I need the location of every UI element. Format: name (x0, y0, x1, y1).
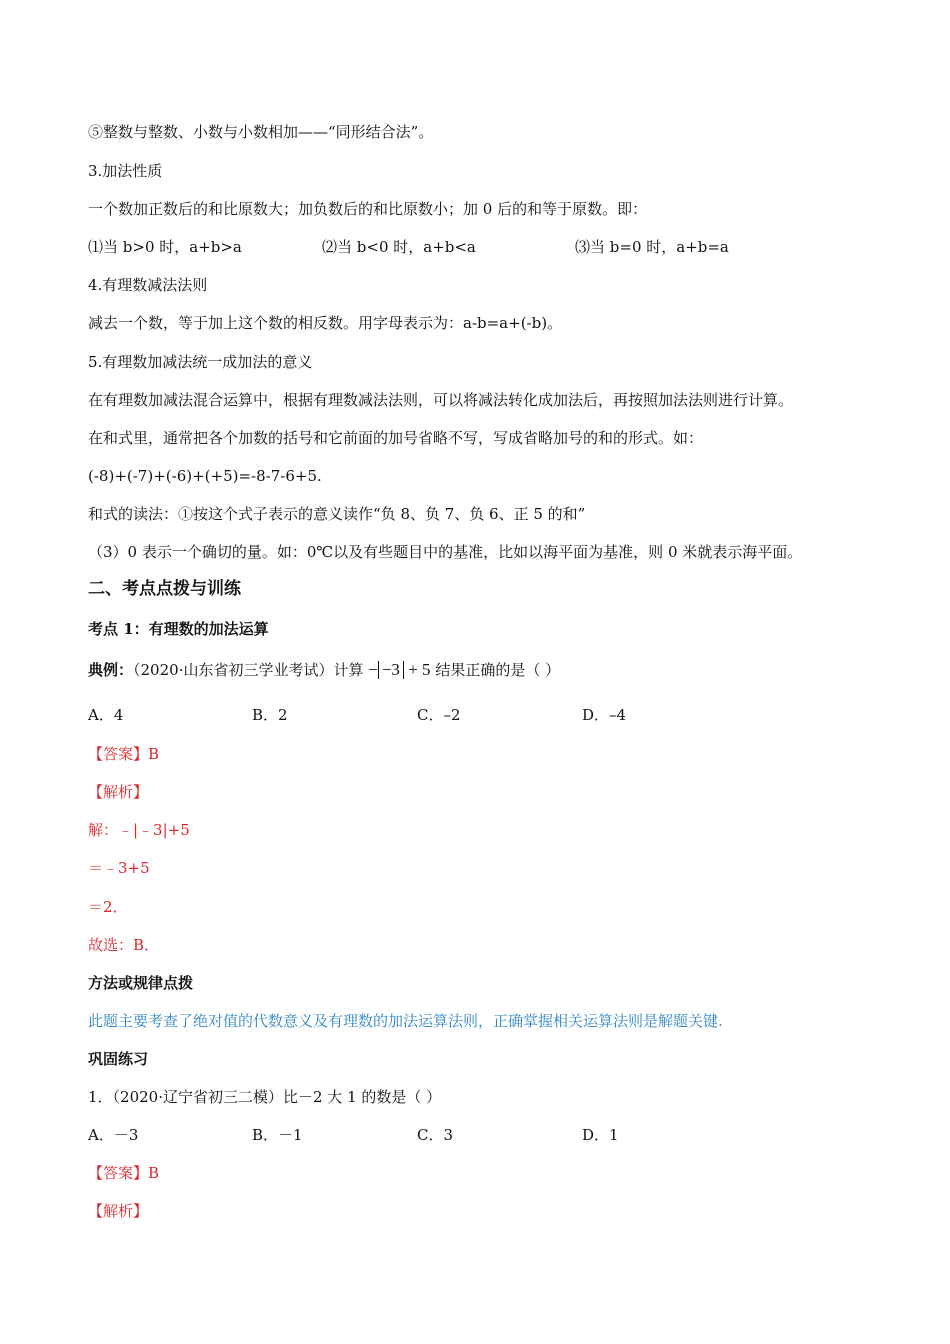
example-step-4: 故选：B． (88, 936, 160, 954)
example-suffix: 结果正确的是（ ） (435, 661, 561, 679)
example-option-a: A．4 (88, 706, 124, 724)
example-source: （2020·山东省初三学业考试）计算 (133, 661, 364, 679)
q1-answer: 【答案】B (88, 1164, 160, 1182)
practice-title: 巩固练习 (88, 1050, 149, 1068)
expr-minus: − (368, 660, 378, 679)
q1-option-b: B．－1 (252, 1126, 303, 1144)
text-line-12: （3）0 表示一个确切的量。如：0℃以及有些题目中的基准，比如以海平面为基准，则 0 米就表示海平面。 (88, 543, 803, 561)
example-expression (368, 660, 430, 679)
practice-q1-stem: 1．（2020·辽宁省初三二模）比－2 大 1 的数是（ ） (88, 1088, 442, 1106)
text-line-11: 和式的读法：①按这个式子表示的意义读作“负 8、负 7、负 6、正 5 的和” (88, 505, 586, 523)
q1-option-c: C．3 (417, 1126, 454, 1144)
kaodian-title: 考点 1：有理数的加法运算 (88, 620, 269, 638)
example-step-3: ＝2． (88, 898, 128, 916)
text-line-3: 一个数加正数后的和比原数大；加负数后的和比原数小；加 0 后的和等于原数。即： (88, 200, 648, 218)
example-analysis-label: 【解析】 (88, 783, 149, 801)
heading-addition-properties: 3.加法性质 (88, 162, 163, 180)
q1-option-d: D．1 (582, 1126, 619, 1144)
text-line-9: 在和式里，通常把各个加数的括号和它前面的加号省略不写，写成省略加号的和的形式。如： (88, 429, 704, 447)
text-line-1: ⑤整数与整数、小数与小数相加——“同形结合法”。 (88, 123, 434, 141)
example-option-d: D．–4 (582, 706, 627, 724)
example-question (88, 660, 560, 680)
q1-option-a: A．－3 (88, 1126, 139, 1144)
heading-unified-addition: 5.有理数加减法统一成加法的意义 (88, 353, 313, 371)
q1-analysis-label: 【解析】 (88, 1202, 149, 1220)
case-b-zero: ⑶当 b=0 时，a+b=a (575, 238, 729, 256)
section-title: 二、考点点拨与训练 (88, 579, 241, 599)
case-b-negative: ⑵当 b<0 时，a+b<a (322, 238, 476, 256)
method-title: 方法或规律点拨 (88, 974, 194, 992)
example-label: 典例： (88, 661, 134, 679)
text-line-10: (-8)+(-7)+(-6)+(+5)=-8-7-6+5. (88, 467, 322, 485)
example-option-b: B．2 (252, 706, 288, 724)
example-option-c: C．–2 (417, 706, 461, 724)
heading-subtraction-rule: 4.有理数减法法则 (88, 276, 208, 294)
text-line-6: 减去一个数，等于加上这个数的相反数。用字母表示为：a-b=a+(-b)。 (88, 314, 563, 332)
example-answer: 【答案】B (88, 745, 160, 763)
example-step-1: 解：﹣|﹣3|+5 (88, 821, 190, 839)
expr-plus: + 5 (408, 660, 431, 679)
text-line-8: 在有理数加减法混合运算中，根据有理数减法法则，可以将减法转化成加法后，再按照加法法则进行计算。 (88, 391, 794, 409)
example-step-2: ＝﹣3+5 (88, 859, 150, 877)
case-b-positive: ⑴当 b>0 时，a+b>a (88, 238, 242, 256)
abs-value: −3 (378, 661, 404, 679)
method-text: 此题主要考查了绝对值的代数意义及有理数的加法运算法则，正确掌握相关运算法则是解题关键. (88, 1012, 723, 1030)
